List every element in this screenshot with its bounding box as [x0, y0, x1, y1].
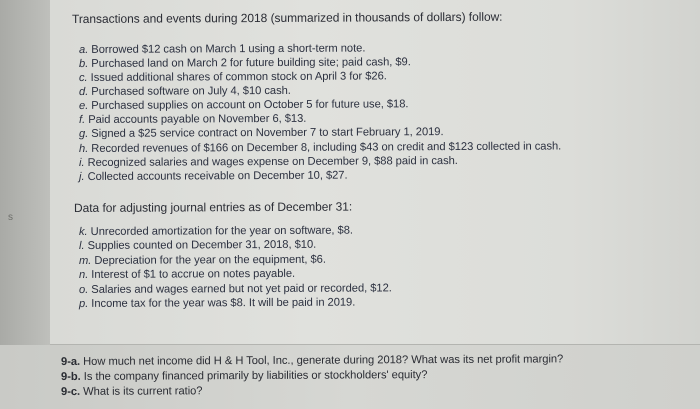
item-text: Unrecorded amortization for the year on software, $8.: [90, 224, 353, 238]
transaction-item: [79, 85, 291, 98]
transaction-item: [79, 126, 444, 140]
item-text: Collected accounts receivable on December 10, $27.: [87, 169, 348, 183]
question-text: What is its current ratio?: [83, 385, 203, 398]
item-letter: p.: [78, 297, 89, 310]
item-letter: g.: [78, 127, 89, 140]
item-text: Recorded revenues of $166 on December 8, including $43 on credit and $123 collected in cash.: [91, 140, 562, 155]
transaction-item: [79, 98, 408, 112]
item-letter: o.: [78, 283, 89, 296]
question-item: [61, 385, 203, 398]
transaction-item: [79, 70, 387, 84]
question-text: Is the company financed primarily by liabilities or stockholders' equity?: [83, 369, 428, 383]
item-letter: j.: [78, 170, 85, 183]
adjustment-item: [79, 239, 316, 252]
item-text: Signed a $25 service contract on November 7 to start February 1, 2019.: [91, 126, 444, 140]
adjusting-heading: Data for adjusting journal entries as of December 31:: [73, 199, 353, 215]
transaction-item: [79, 56, 411, 70]
item-letter: f.: [78, 113, 86, 126]
item-letter: c.: [78, 71, 88, 84]
item-letter: l.: [78, 239, 85, 252]
panel-divider: [50, 344, 700, 345]
question-text: How much net income did H & H Tool, Inc., generate during 2018? What was its net profit margin?: [83, 353, 564, 368]
item-letter: n.: [78, 268, 89, 281]
item-text: Depreciation for the year on the equipment, $6.: [94, 253, 326, 267]
item-text: Recognized salaries and wages expense on December 9, $88 paid in cash.: [87, 155, 458, 169]
question-item: [61, 369, 427, 383]
adjustment-item: [79, 297, 355, 310]
item-text: Purchased supplies on account on October 5 for future use, $18.: [91, 98, 409, 112]
item-text: Supplies counted on December 31, 2018, $10.: [87, 238, 317, 252]
transaction-item: [79, 113, 306, 126]
item-letter: e.: [78, 99, 89, 112]
item-letter: d.: [78, 85, 89, 98]
item-text: Purchased land on March 2 for future building site; paid cash, $9.: [91, 56, 411, 70]
item-letter: k.: [78, 225, 88, 238]
item-letter: b.: [78, 57, 89, 70]
adjustment-item: [79, 254, 326, 267]
edge-mark: s: [8, 212, 13, 223]
item-text: Borrowed $12 cash on March 1 using a short-term note.: [91, 42, 366, 56]
adjustment-item: [79, 268, 295, 281]
item-letter: a.: [78, 43, 89, 56]
transaction-item: [79, 155, 458, 169]
item-letter: h.: [78, 142, 89, 155]
item-letter: i.: [78, 156, 85, 169]
transaction-item: [79, 140, 561, 155]
item-text: Salaries and wages earned but not yet paid or recorded, $12.: [91, 282, 392, 296]
adjustment-item: [79, 282, 392, 296]
item-text: Purchased software on July 4, $10 cash.: [91, 84, 291, 98]
transaction-item: [79, 170, 348, 183]
question-number: 9-b.: [60, 370, 81, 383]
adjustment-item: [79, 225, 353, 238]
intro-heading: Transactions and events during 2018 (summarized in thousands of dollars) follow:: [71, 9, 503, 26]
item-text: Paid accounts payable on November 6, $13.: [88, 112, 307, 126]
item-text: Interest of $1 to accrue on notes payable.: [91, 267, 296, 281]
question-number: 9-a.: [60, 355, 81, 368]
question-number: 9-c.: [60, 385, 81, 398]
transaction-item: [79, 43, 365, 56]
item-text: Issued additional shares of common stock on April 3 for $26.: [90, 70, 387, 84]
item-text: Income tax for the year was $8. It will be paid in 2019.: [91, 296, 356, 310]
item-letter: m.: [78, 254, 92, 267]
